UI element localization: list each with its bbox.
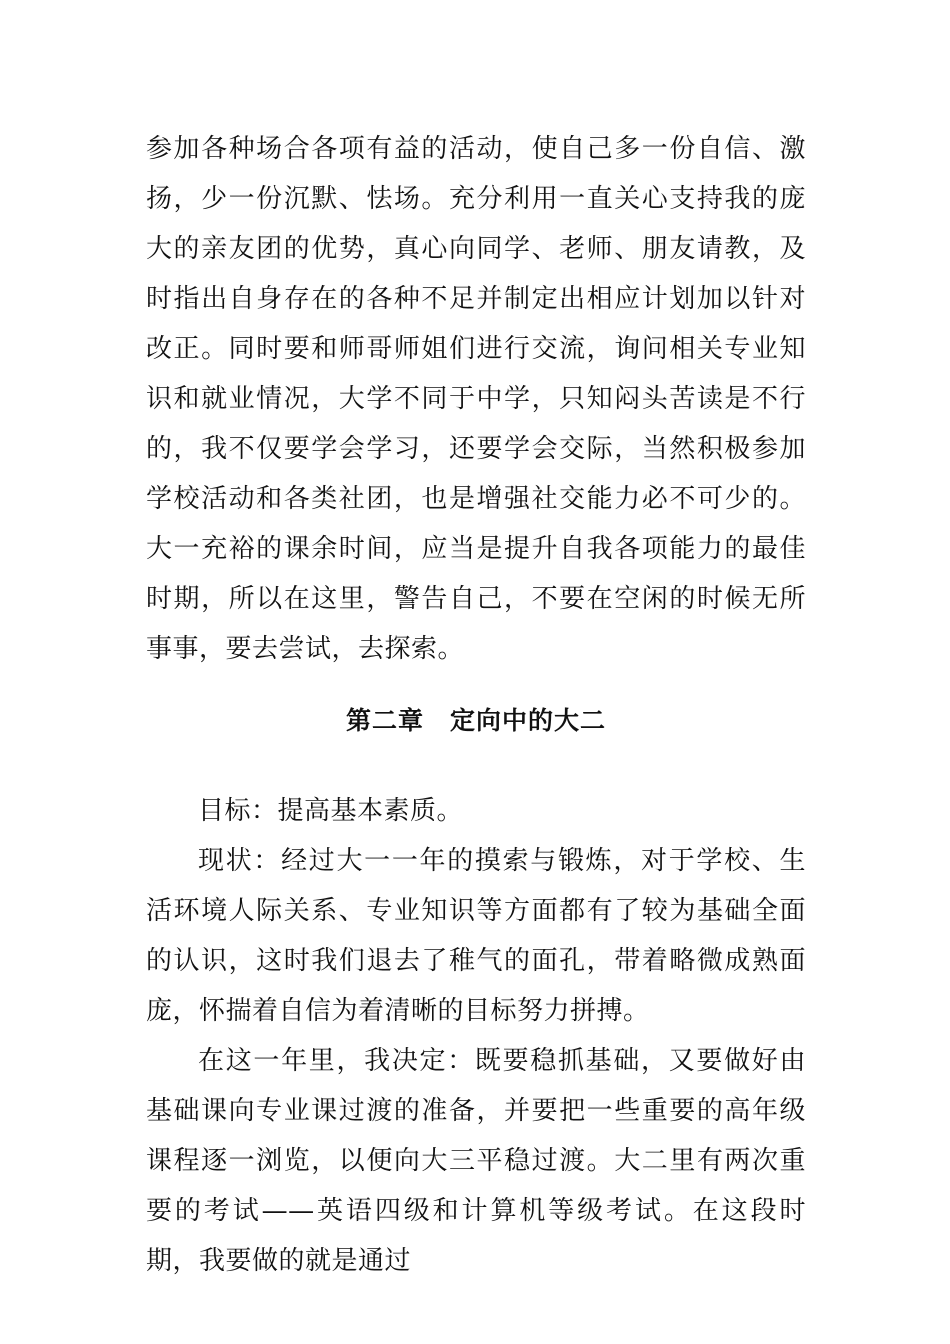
- status-paragraph: 现状：经过大一一年的摸索与锻炼，对于学校、生活环境人际关系、专业知识等方面都有了较为基础全面的认识，这时我们退去了稚气的面孔，带着略微成熟面庞，怀揣着自信为着清晰的目标努力拼搏。: [146, 846, 806, 1026]
- opening-paragraph: 参加各种场合各项有益的活动，使自己多一份自信、激扬，少一份沉默、怯场。充分利用一直关心支持我的庞大的亲友团的优势，真心向同学、老师、朋友请教，及时指出自身存在的各种不足并制定出相应计划加以针对改正。同时要和师哥师姐们进行交流，询问相关专业知识和就业情况，大学不同于中学，只知闷头苦读是不行的，我不仅要学会学习，还要学会交际，当然积极参加学校活动和各类社团，也是增强社交能力必不可少的。大一充裕的课余时间，应当是提升自我各项能力的最佳时期，所以在这里，警告自己，不要在空闲的时候无所事事，要去尝试，去探索。: [146, 134, 806, 664]
- document-body: [146, 124, 806, 1286]
- goal-paragraph: 目标：提高基本素质。: [198, 796, 464, 826]
- plan-paragraph: 在这一年里，我决定：既要稳抓基础，又要做好由基础课向专业课过渡的准备，并要把一些重要的高年级课程逐一浏览，以便向大三平稳过渡。大二里有两次重要的考试——英语四级和计算机等级考试。在这段时期，我要做的就是通过: [146, 1046, 806, 1276]
- chapter-title: 第二章 定向中的大二: [345, 706, 606, 735]
